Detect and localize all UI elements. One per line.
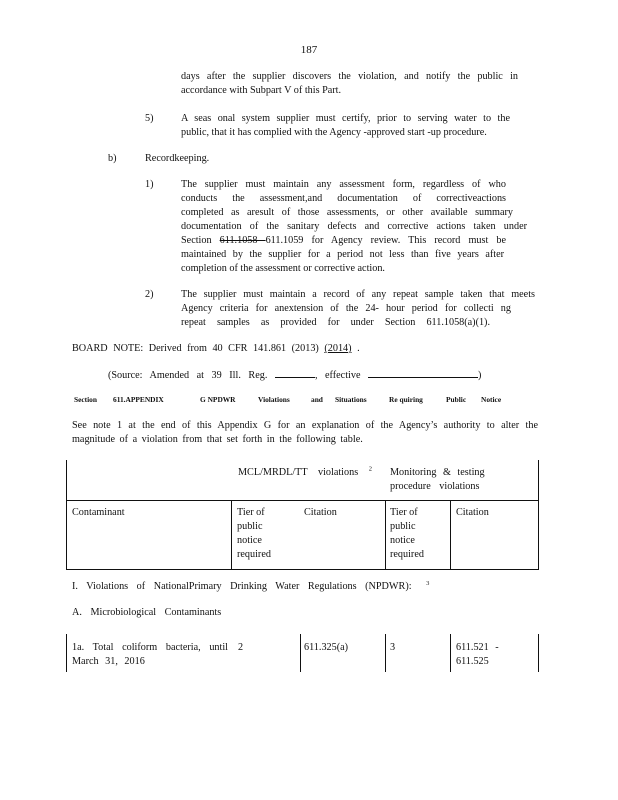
tier-header-1-line-3: notice [237, 535, 262, 546]
table-col-divider-1 [231, 500, 232, 569]
row-1a-tier-2: 3 [390, 642, 396, 653]
row-1a-tier-1: 2 [238, 642, 244, 653]
row-1a-citation-2-line-1: 611.521 - [456, 642, 499, 653]
item-1-line-5-rest: 611.1059 for Agency review. This record must be [265, 235, 507, 246]
mcl-label: MCL/MRDL/TT violations [238, 467, 359, 478]
citation-header-1: Citation [304, 507, 337, 518]
item-2-number: 2) [145, 289, 154, 300]
board-note-amended-year: (2014) [324, 343, 352, 354]
item-2-line-1: The supplier must maintain a record of any repeat sample taken that meets [181, 289, 535, 300]
item-1-line-2: conducts the assessment,and documentation of correctiveactions [181, 193, 506, 204]
row-1a-citation-1: 611.325(a) [304, 642, 349, 653]
item-5-number: 5) [145, 113, 154, 124]
section-header-word-2: 611.APPENDIX [113, 395, 164, 404]
see-note-line-1: See note 1 at the end of this Appendix G for an explanation of the Agency’s authority to alter the [72, 420, 538, 431]
date-blank [368, 368, 478, 378]
board-note-end: . [351, 343, 360, 354]
tier-header-1-line-4: required [237, 549, 271, 560]
footnote-2: 2 [368, 465, 372, 473]
table-border-left [66, 460, 67, 570]
table-col-divider-3 [450, 500, 451, 569]
item-1-line-3: completed as aresult of those assessments, or other available summary [181, 207, 513, 218]
section-header-word-5: and [311, 395, 323, 404]
footnote-3: 3 [426, 579, 430, 587]
mcl-violations-header [238, 466, 372, 480]
tier-header-2-line-2: public [390, 521, 416, 532]
board-note-text: BOARD NOTE: Derived from 40 CFR 141.861 (2013) [72, 343, 319, 354]
item-1-line-6: maintained by the supplier for a period not less than five years after [181, 249, 504, 260]
table-border-right [538, 460, 539, 570]
section-header-word-8: Public [446, 395, 467, 404]
source-effective: , effective [314, 370, 361, 381]
struck-citation: 611.1058 [219, 235, 266, 246]
row-1a-contaminant-line-1: 1a. Total coliform bacteria, until [72, 642, 228, 653]
item-5-line-1: A seas onal system supplier must certify, prior to serving water to the [181, 113, 510, 124]
section-header-word-9: Notice [481, 395, 502, 404]
monitoring-header-line-2: procedure violations [390, 481, 480, 492]
table-bottom-border [66, 569, 538, 570]
section-b-title: Recordkeeping. [145, 153, 210, 164]
tier-header-2-line-4: required [390, 549, 424, 560]
item-1-line-7: completion of the assessment or corrective action. [181, 263, 385, 274]
item-2-line-2: Agency criteria for anextension of the 24- hour period for collecti ng [181, 303, 511, 314]
row-border-right [538, 634, 539, 672]
row-col-divider-2 [385, 634, 386, 672]
section-header-word-7: Re quiring [389, 395, 423, 404]
item-5-line-2: public, that it has complied with the Agency -approved start -up procedure. [181, 127, 487, 138]
source-close: ) [478, 370, 482, 381]
section-b-label: b) [108, 153, 117, 164]
section-header-word-6: Situations [335, 395, 367, 404]
reg-blank [275, 368, 315, 378]
item-1-line-1: The supplier must maintain any assessment form, regardless of who [181, 179, 506, 190]
row-border-left [66, 634, 67, 672]
row-col-divider-3 [450, 634, 451, 672]
section-I-heading [72, 580, 429, 594]
row-col-divider-1 [300, 634, 301, 672]
see-note-line-2: magnitude of a violation from that set forth in the following table. [72, 434, 363, 445]
item-1-line-5 [181, 234, 506, 248]
table-header-divider [66, 500, 538, 501]
tier-header-2-line-3: notice [390, 535, 415, 546]
monitoring-header-line-1: Monitoring & testing [390, 467, 485, 478]
tier-header-2-line-1: Tier of [390, 507, 418, 518]
page-number: 187 [300, 44, 318, 56]
item-2-line-3: repeat samples as provided for under Section 611.1058(a)(1). [181, 317, 490, 328]
row-1a-citation-2-line-2: 611.525 [456, 656, 489, 667]
source-line [108, 368, 481, 383]
tier-header-1-line-2: public [237, 521, 263, 532]
section-header-word-3: G NPDWR [200, 395, 236, 404]
tier-header-1-line-1: Tier of [237, 507, 265, 518]
table-col-divider-2 [385, 500, 386, 569]
section-header-word-4: Violations [258, 395, 290, 404]
section-header-word-1: Section [74, 395, 97, 404]
item-1-number: 1) [145, 179, 154, 190]
continued-line-1: days after the supplier discovers the violation, and notify the public in [181, 71, 518, 82]
section-A-heading: A. Microbiological Contaminants [72, 607, 222, 618]
source-prefix: (Source: Amended at 39 Ill. Reg. [108, 370, 268, 381]
board-note [72, 342, 360, 356]
contaminant-header: Contaminant [72, 507, 125, 518]
item-1-line-4: documentation of the sanitary defects and corrective actions taken under [181, 221, 527, 232]
section-I-text: I. Violations of NationalPrimary Drinking Water Regulations (NPDWR): [72, 581, 412, 592]
continued-line-2: accordance with Subpart V of this Part. [181, 85, 342, 96]
item-1-section-word: Section [181, 235, 220, 246]
citation-header-2: Citation [456, 507, 489, 518]
row-1a-contaminant-line-2: March 31, 2016 [72, 656, 145, 667]
